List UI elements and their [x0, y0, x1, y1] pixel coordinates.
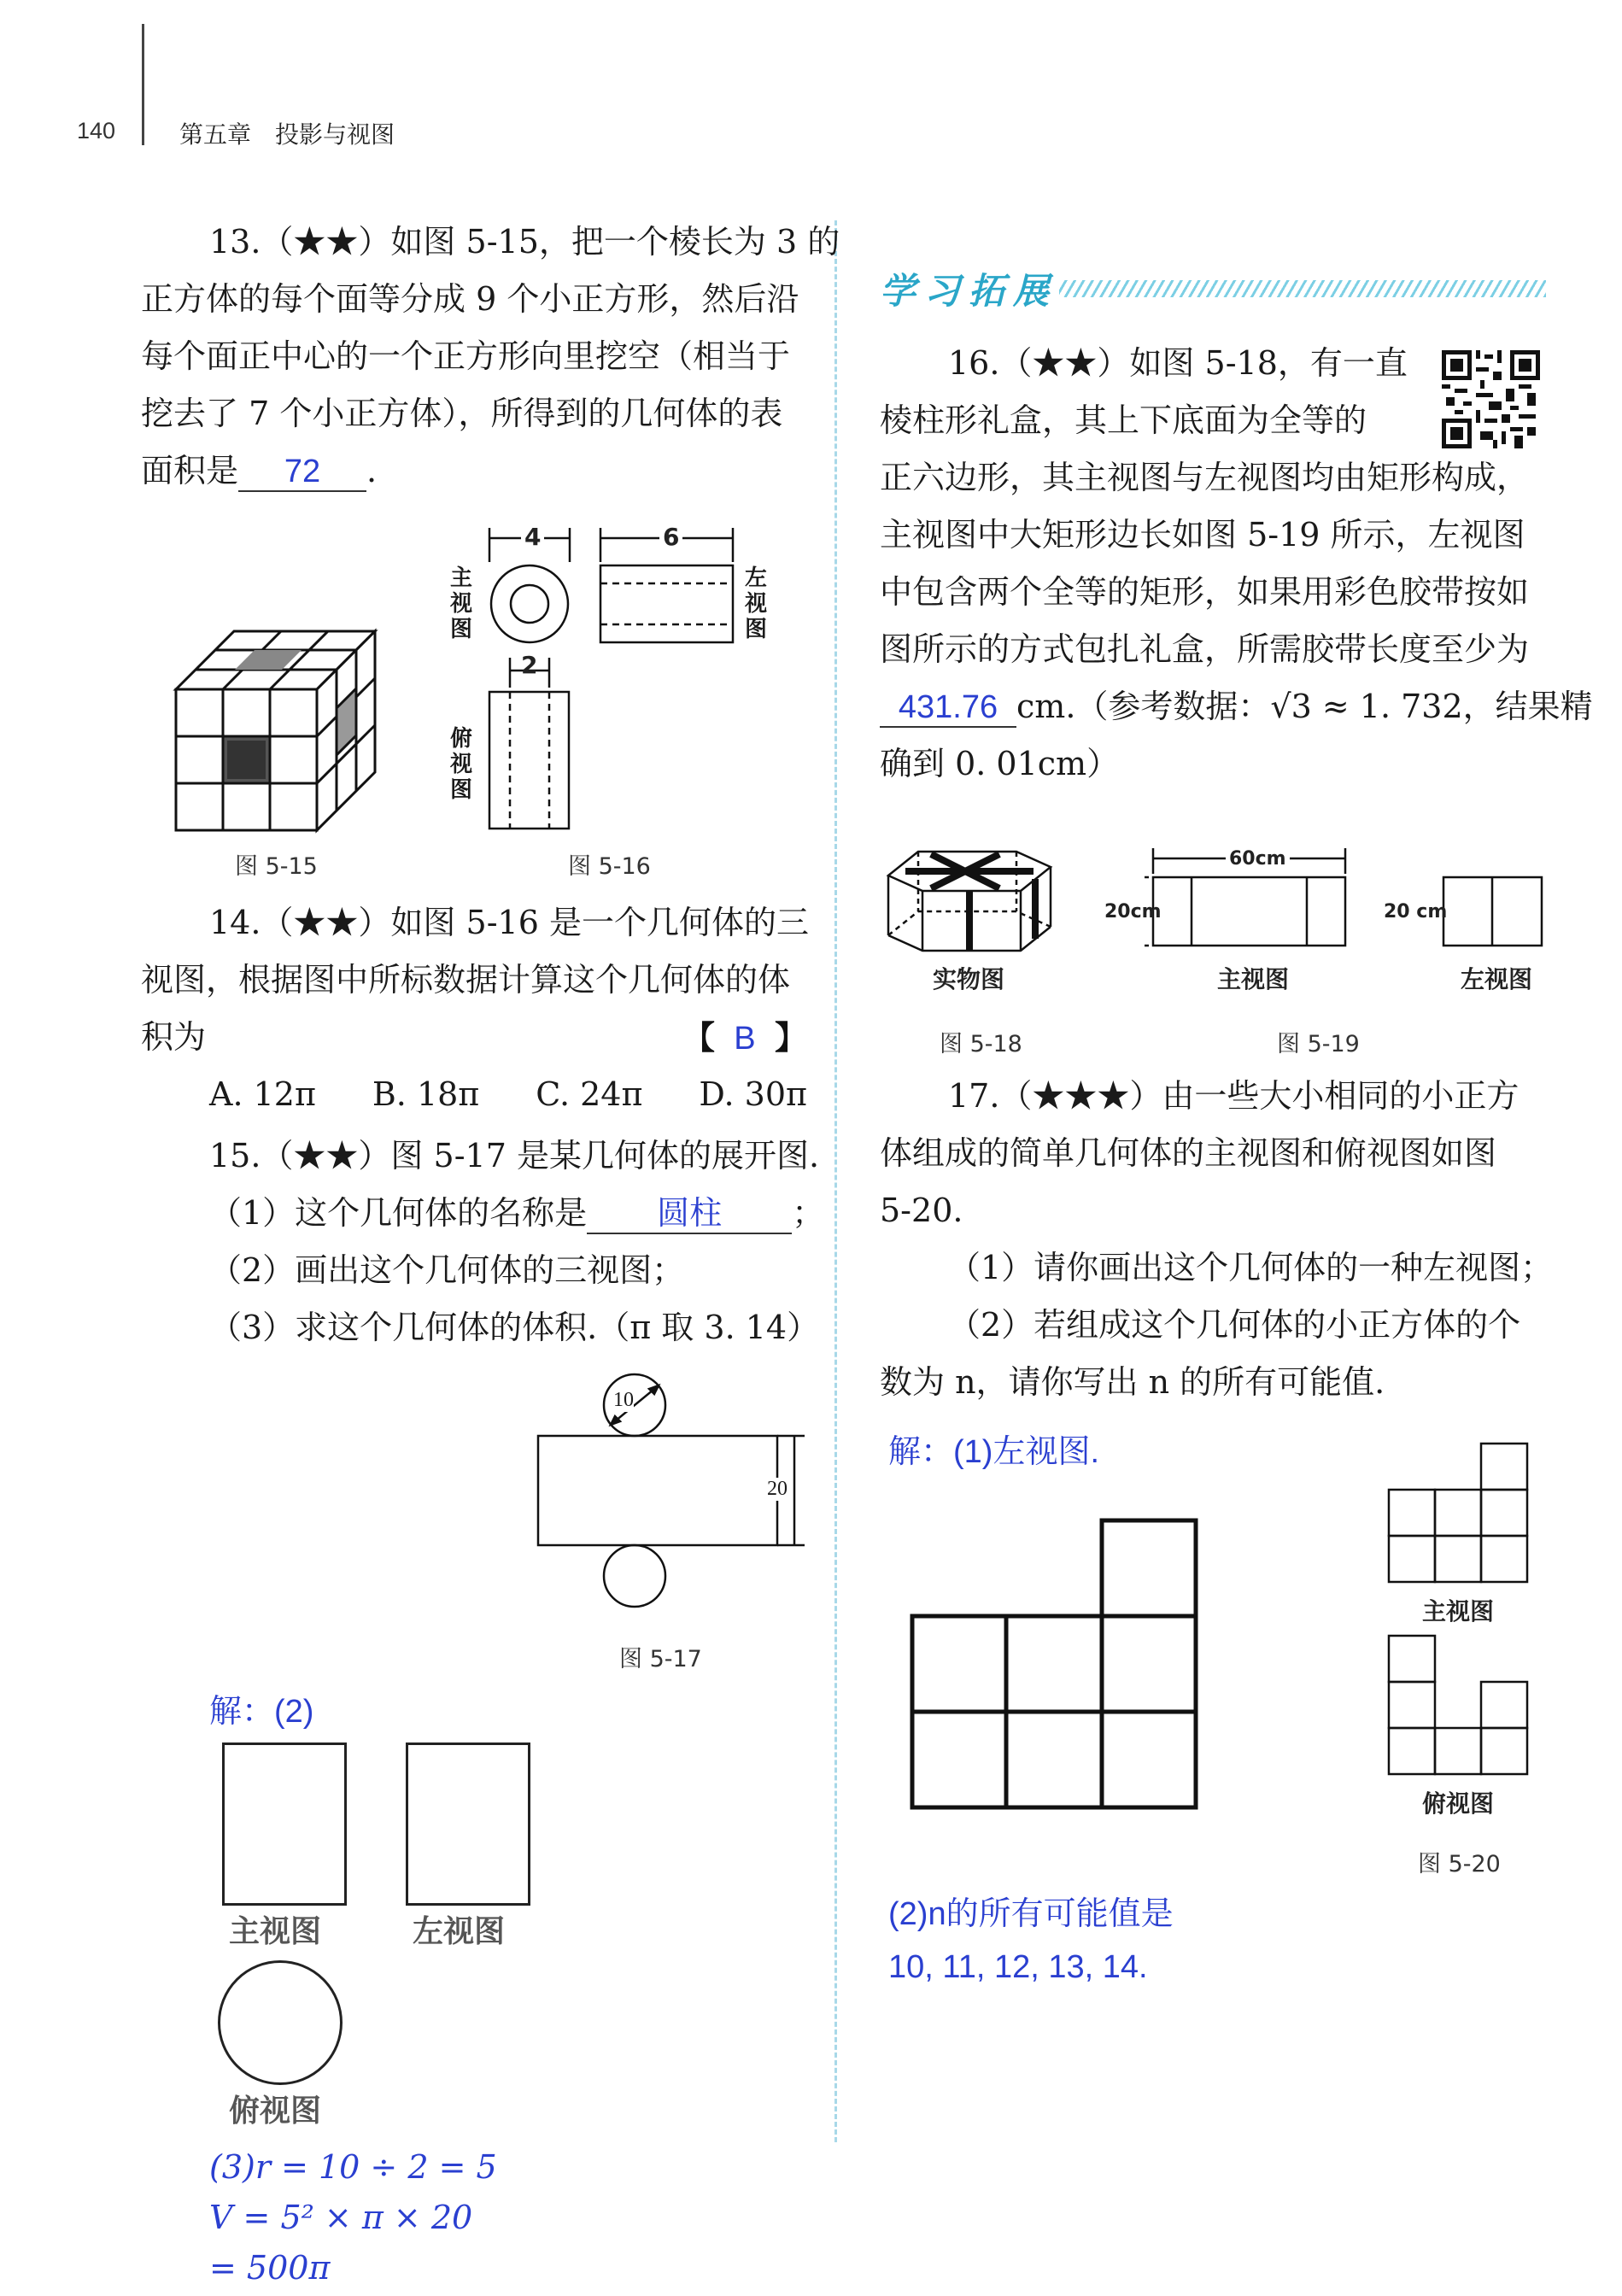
header-divider	[142, 24, 144, 145]
option-c: C. 24π	[536, 1075, 643, 1113]
figure-5-15	[171, 619, 384, 833]
figure-5-18-caption: 图 5-18	[940, 1031, 1022, 1057]
figure-5-17-caption: 图 5-17	[619, 1646, 702, 1672]
label-front-view: 主 视 图	[449, 565, 472, 642]
fig519-left-label: 左视图	[1461, 965, 1533, 993]
diameter-label: 10	[613, 1389, 634, 1411]
fig520-front-label: 主视图	[1422, 1597, 1495, 1625]
label-top-view: 俯 视 图	[449, 726, 472, 803]
figure-5-20	[1384, 1439, 1555, 1883]
q13-line: 正方体的每个面等分成 9 个小正方形，然后沿	[141, 280, 799, 318]
qr-code[interactable]	[1442, 350, 1540, 448]
question-14: 14.（★★）如图 5-16 是一个几何体的三 视图，根据图中所标数据计算这个几何体的体 积为 【 B 】 A. 12π B. 18π C. 24π D. 30π	[141, 894, 807, 1123]
q13-last-line: 面积是 72 .	[141, 442, 840, 500]
solution-15-calc: (3)r = 10 ÷ 2 = 5 V = 5² × π × 20 = 500π	[209, 2148, 497, 2287]
page-header	[0, 0, 1622, 154]
label-left-view: 左 视 图	[744, 565, 767, 642]
q13-line: 每个面正中心的一个正方形向里挖空（相当于	[141, 337, 791, 375]
figure-5-20-caption: 图 5-20	[1418, 1851, 1501, 1877]
column-divider	[834, 220, 837, 2142]
q14-answer: B	[734, 1021, 756, 1057]
figure-5-17	[530, 1367, 811, 1614]
figure-5-19	[1098, 841, 1559, 995]
sol-top-label: 俯视图	[229, 2094, 322, 2129]
question-16: 16.（★★）如图 5-18，有一直 棱柱形礼盒，其上下底面为全等的 正六边形，其主视图与左视图均由矩形构成， 主视图中大矩形边长如图 5-19 所示，左视图 中包含两个全等的矩形，如果用彩色胶带按如 图所示的方式包扎礼盒，所需胶带长度至少为 431.76 cm.（参考数据：√3 ≈ 1. 732，结果精 确到 0. 01cm）	[880, 344, 1593, 782]
solution-17-head: 解：(1)左视图.	[888, 1434, 1100, 1470]
fig519-front-label: 主视图	[1217, 965, 1290, 993]
dim-top: 2	[521, 651, 538, 679]
solution-15-head: 解：(2)	[209, 1694, 314, 1730]
dim-front: 4	[521, 523, 544, 551]
sol-front-label: 主视图	[229, 1914, 322, 1949]
question-13	[141, 214, 840, 500]
question-17: 17.（★★★）由一些大小相同的小正方 体组成的简单几何体的主视图和俯视图如图 5-20. （1）请你画出这个几何体的一种左视图； （2）若组成这个几何体的小正方体的个 数为 n，请你写出 n 的所有可能值.	[880, 1077, 1554, 1401]
q16-answer: 431.76	[880, 688, 1016, 728]
fig519-width: 60cm	[1226, 848, 1290, 870]
option-a: A. 12π	[209, 1075, 316, 1113]
solution-17-left-view	[910, 1516, 1200, 1811]
q13-line: 13.（★★）如图 5-15，把一个棱长为 3 的	[209, 223, 840, 261]
fig520-top-label: 俯视图	[1422, 1789, 1495, 1818]
option-d: D. 30π	[699, 1075, 807, 1113]
fig518-label: 实物图	[933, 965, 1005, 993]
q14-options	[141, 1066, 807, 1123]
figure-5-19-caption: 图 5-19	[1277, 1031, 1360, 1057]
figure-5-16	[436, 512, 803, 837]
solution-15-views	[214, 1738, 555, 2148]
height-label: 20	[764, 1478, 790, 1501]
question-15: 15.（★★）图 5-17 是某几何体的展开图. （1）这个几何体的名称是 圆柱 ； （2）画出这个几何体的三视图； （3）求这个几何体的体积.（π 取 3. 14）	[209, 1137, 825, 1346]
q13-line: 挖去了 7 个小正方体），所得到的几何体的表	[141, 395, 783, 432]
section-hatch	[1059, 280, 1546, 297]
page-number: 140	[77, 118, 116, 144]
figure-5-18	[880, 841, 1085, 995]
solution-17-part2: (2)n的所有可能值是 10, 11, 12, 13, 14.	[888, 1896, 1174, 1985]
figure-5-15-caption: 图 5-15	[235, 853, 318, 880]
figure-5-16-caption: 图 5-16	[568, 853, 651, 880]
fig519-height-front: 20cm	[1104, 901, 1162, 922]
option-b: B. 18π	[372, 1075, 480, 1113]
chapter-title: 第五章 投影与视图	[179, 120, 395, 149]
sol-top-view	[218, 1960, 343, 2085]
fig519-height-left: 20 cm	[1384, 901, 1448, 922]
q13-answer: 72	[238, 453, 366, 492]
sol-front-view	[222, 1742, 347, 1906]
sol-left-view	[406, 1742, 530, 1906]
section-title: 学习拓展	[880, 270, 1058, 312]
section-header	[880, 263, 1546, 311]
sol-left-label: 左视图	[413, 1914, 506, 1949]
q15-answer-name: 圆柱	[587, 1195, 792, 1234]
dim-left: 6	[659, 523, 682, 551]
